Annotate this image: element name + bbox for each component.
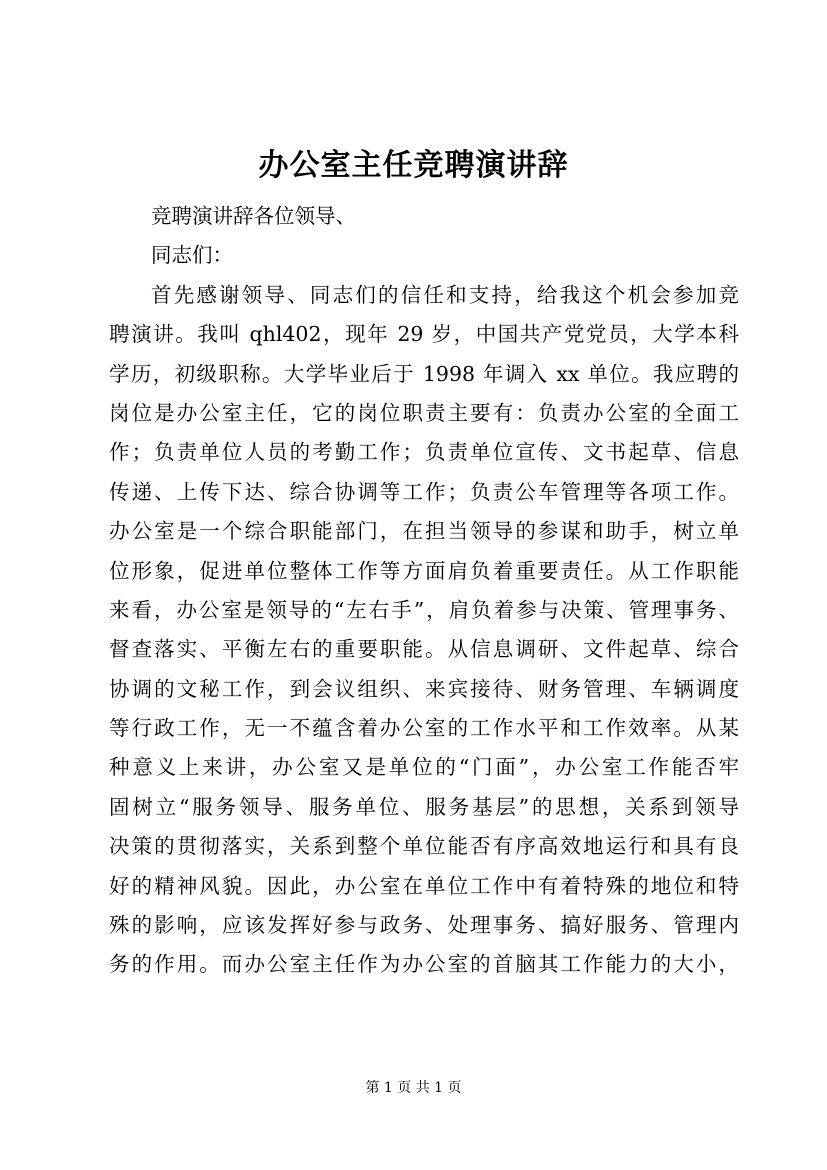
paragraph-line: 位形象，促进单位整体工作等方面肩负着重要责任。从工作职能 bbox=[109, 558, 739, 583]
page-footer: 第 1 页 共 1 页 bbox=[365, 1080, 462, 1096]
paragraph-line: 传递、上传下达、综合协调等工作；负责公车管理等各项工作。 bbox=[109, 479, 739, 504]
document-body bbox=[109, 197, 739, 985]
paragraph-line: 固树立“服务领导、服务单位、服务基层”的思想，关系到领导 bbox=[109, 794, 739, 819]
paragraph-line: 来看，办公室是领导的“左右手”，肩负着参与决策、管理事务、 bbox=[109, 597, 739, 622]
paragraph-line: 等行政工作，无一不蕴含着办公室的工作水平和工作效率。从某 bbox=[109, 716, 739, 741]
paragraph-line: 督查落实、平衡左右的重要职能。从信息调研、文件起草、综合 bbox=[109, 637, 739, 662]
paragraph-line: 聘演讲。我叫 qhl402，现年 29 岁，中国共产党党员，大学本科 bbox=[109, 322, 739, 347]
paragraph-line: 好的精神风貌。因此，办公室在单位工作中有着特殊的地位和特 bbox=[109, 873, 739, 898]
paragraph-line: 决策的贯彻落实，关系到整个单位能否有序高效地运行和具有良 bbox=[109, 834, 739, 859]
paragraph-line: 办公室是一个综合职能部门，在担当领导的参谋和助手，树立单 bbox=[109, 519, 739, 544]
paragraph-line: 岗位是办公室主任，它的岗位职责主要有：负责办公室的全面工 bbox=[109, 400, 739, 425]
salutation-line-1: 竞聘演讲辞各位领导、 bbox=[151, 204, 356, 228]
document-title: 办公室主任竞聘演讲辞 bbox=[258, 148, 569, 183]
paragraph-line: 务的作用。而办公室主任作为办公室的首脑其工作能力的大小， bbox=[109, 952, 739, 977]
salutation-line-2: 同志们： bbox=[151, 243, 233, 268]
paragraph-line: 种意义上来讲，办公室又是单位的“门面”，办公室工作能否牢 bbox=[109, 755, 739, 780]
paragraph-line: 学历，初级职称。大学毕业后于 1998 年调入 xx 单位。我应聘的 bbox=[109, 361, 739, 386]
paragraph-line: 首先感谢领导、同志们的信任和支持，给我这个机会参加竞 bbox=[151, 282, 739, 307]
paragraph-line: 协调的文秘工作，到会议组织、来宾接待、财务管理、车辆调度 bbox=[109, 676, 739, 701]
paragraph-line: 殊的影响，应该发挥好参与政务、处理事务、搞好服务、管理内 bbox=[109, 913, 739, 938]
paragraph-line: 作；负责单位人员的考勤工作；负责单位宣传、文书起草、信息 bbox=[109, 440, 739, 465]
